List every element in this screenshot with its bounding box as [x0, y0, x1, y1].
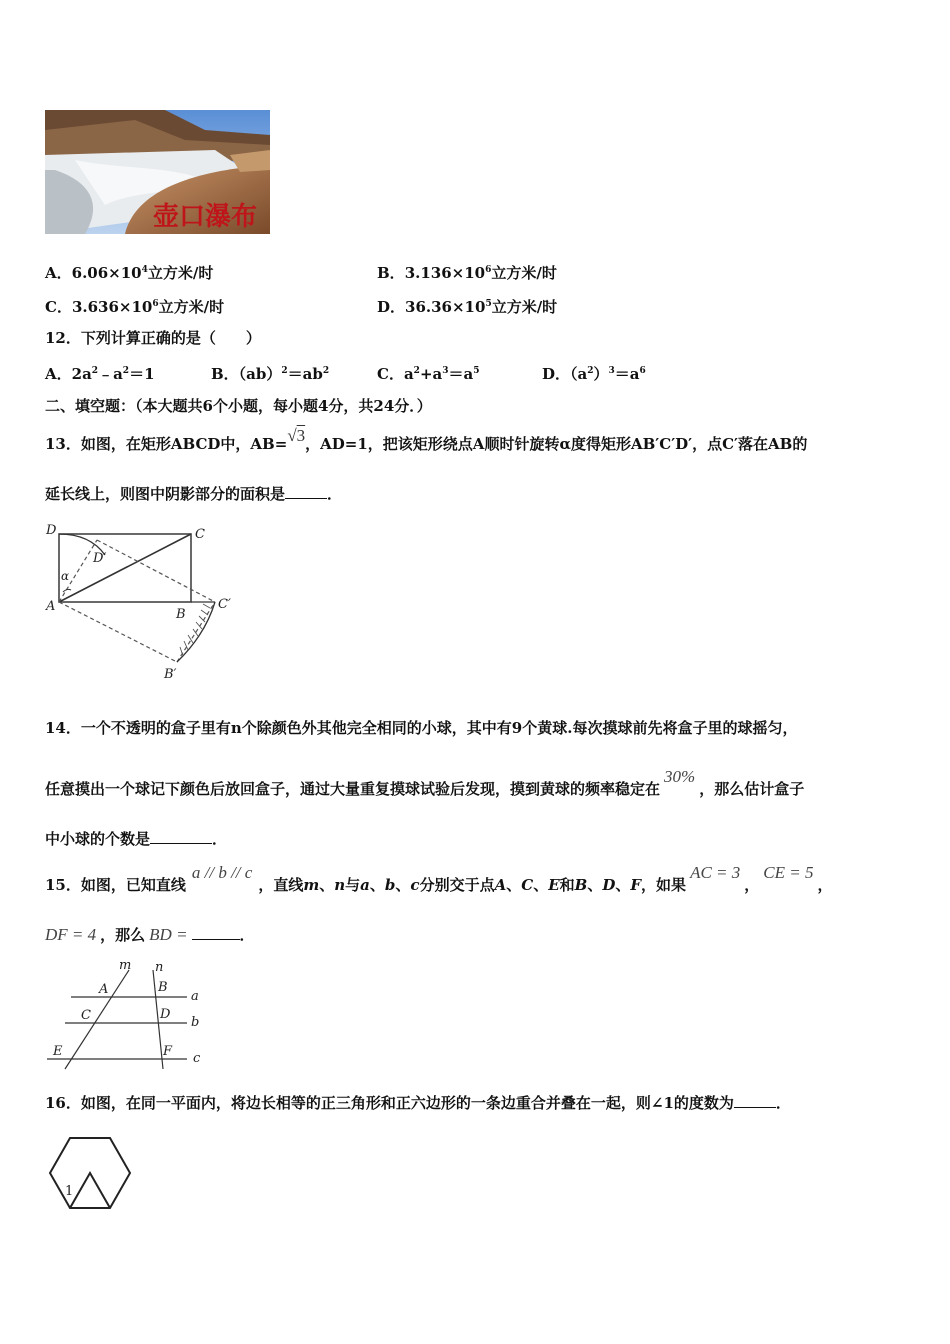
- q13-label-b-prime: B′: [164, 667, 177, 682]
- q11-option-b: B．$3.136\times 10^6$立方米/时: [377, 264, 557, 282]
- q15-label-line-b: b: [191, 1015, 200, 1030]
- q15-line2: DF = 4 ，那么 BD = ．: [45, 925, 255, 944]
- q14-line3: 中小球的个数是 ．: [45, 830, 228, 848]
- q11-option-a: A．$6.06\times 10^4$立方米/时: [45, 264, 214, 282]
- q15-label-b-point: B: [158, 980, 168, 995]
- q11-option-c: C．$3.636\times 10^6$立方米/时: [45, 298, 225, 316]
- q13-label-alpha: α: [61, 569, 70, 583]
- q14-answer-blank[interactable]: [150, 829, 212, 844]
- q12-stem: 12．下列计算正确的是（ ）: [45, 329, 261, 347]
- q16-text: 16．如图，在同一平面内，将边长相等的正三角形和正六边形的一条边重合并叠在一起，则∠1的度数为 ．: [45, 1094, 791, 1112]
- q12-option-a: A．$2a^2﹣a^2=1$: [45, 365, 155, 383]
- q13-label-d: D: [46, 523, 57, 538]
- waterfall-caption: 壶口瀑布: [153, 202, 258, 232]
- q14-line2: 任意摸出一个球记下颜色后放回盒子，通过大量重复摸球试验后发现，摸到黄球的频率稳定在30%，那么估计盒子: [45, 767, 805, 798]
- q15-label-m: m: [119, 958, 132, 973]
- q15-label-f-point: F: [163, 1044, 173, 1059]
- q13-label-d-prime: D′: [93, 551, 107, 566]
- q15-label-n: n: [155, 960, 164, 975]
- q12-option-d: D．$(a^2)^3=a^6$: [542, 365, 646, 383]
- q15-label-line-c: c: [193, 1051, 201, 1066]
- q15-label-e-point: E: [53, 1044, 63, 1059]
- q14-line1: 14．一个不透明的盒子里有n个除颜色外其他完全相同的小球，其中有9个黄球.每次摸球前先将盒子里的球摇匀，: [45, 719, 798, 737]
- q13-label-a: A: [46, 599, 56, 614]
- q13-figure: [45, 520, 235, 685]
- q13-answer-blank[interactable]: [285, 484, 327, 499]
- q13-label-c: C: [195, 527, 205, 542]
- q15-label-line-a: a: [191, 989, 199, 1004]
- q15-label-a-point: A: [99, 982, 109, 997]
- q16-figure: [45, 1133, 135, 1215]
- q15-label-d-point: D: [160, 1007, 171, 1022]
- q13-label-b: B: [176, 607, 186, 622]
- q11-option-d: D．$36.36\times 10^5$立方米/时: [377, 298, 558, 316]
- q15-label-c-point: C: [81, 1008, 91, 1023]
- q15-line1: 15．如图，已知直线a // b // c，直线m、n与a、b、c分别交于点A、C、E和B、D、F，如果AC = 3，CE = 5，: [45, 863, 833, 894]
- section-fill-in-heading: 二、填空题：（本大题共6个小题，每小题4分，共24分．）: [45, 397, 432, 415]
- q13-line2: 延长线上，则图中阴影部分的面积是 ．: [45, 485, 343, 503]
- q13-line1: 13．如图，在矩形ABCD中，AB=√3，AD=1，把该矩形绕点A顺时针旋转α度得矩形AB′C′D′，点C′落在AB的: [45, 426, 808, 453]
- q12-option-c: C．$a^2+a^3=a^5$: [377, 365, 480, 383]
- q16-angle-label: 1: [65, 1184, 74, 1199]
- q12-option-b: B．$(ab)^2=ab^2$: [211, 365, 330, 383]
- q15-answer-blank[interactable]: [192, 925, 240, 940]
- q16-answer-blank[interactable]: [734, 1093, 776, 1108]
- q13-label-c-prime: C′: [218, 597, 231, 612]
- q15-figure: [45, 955, 215, 1070]
- waterfall-photo: [45, 110, 270, 234]
